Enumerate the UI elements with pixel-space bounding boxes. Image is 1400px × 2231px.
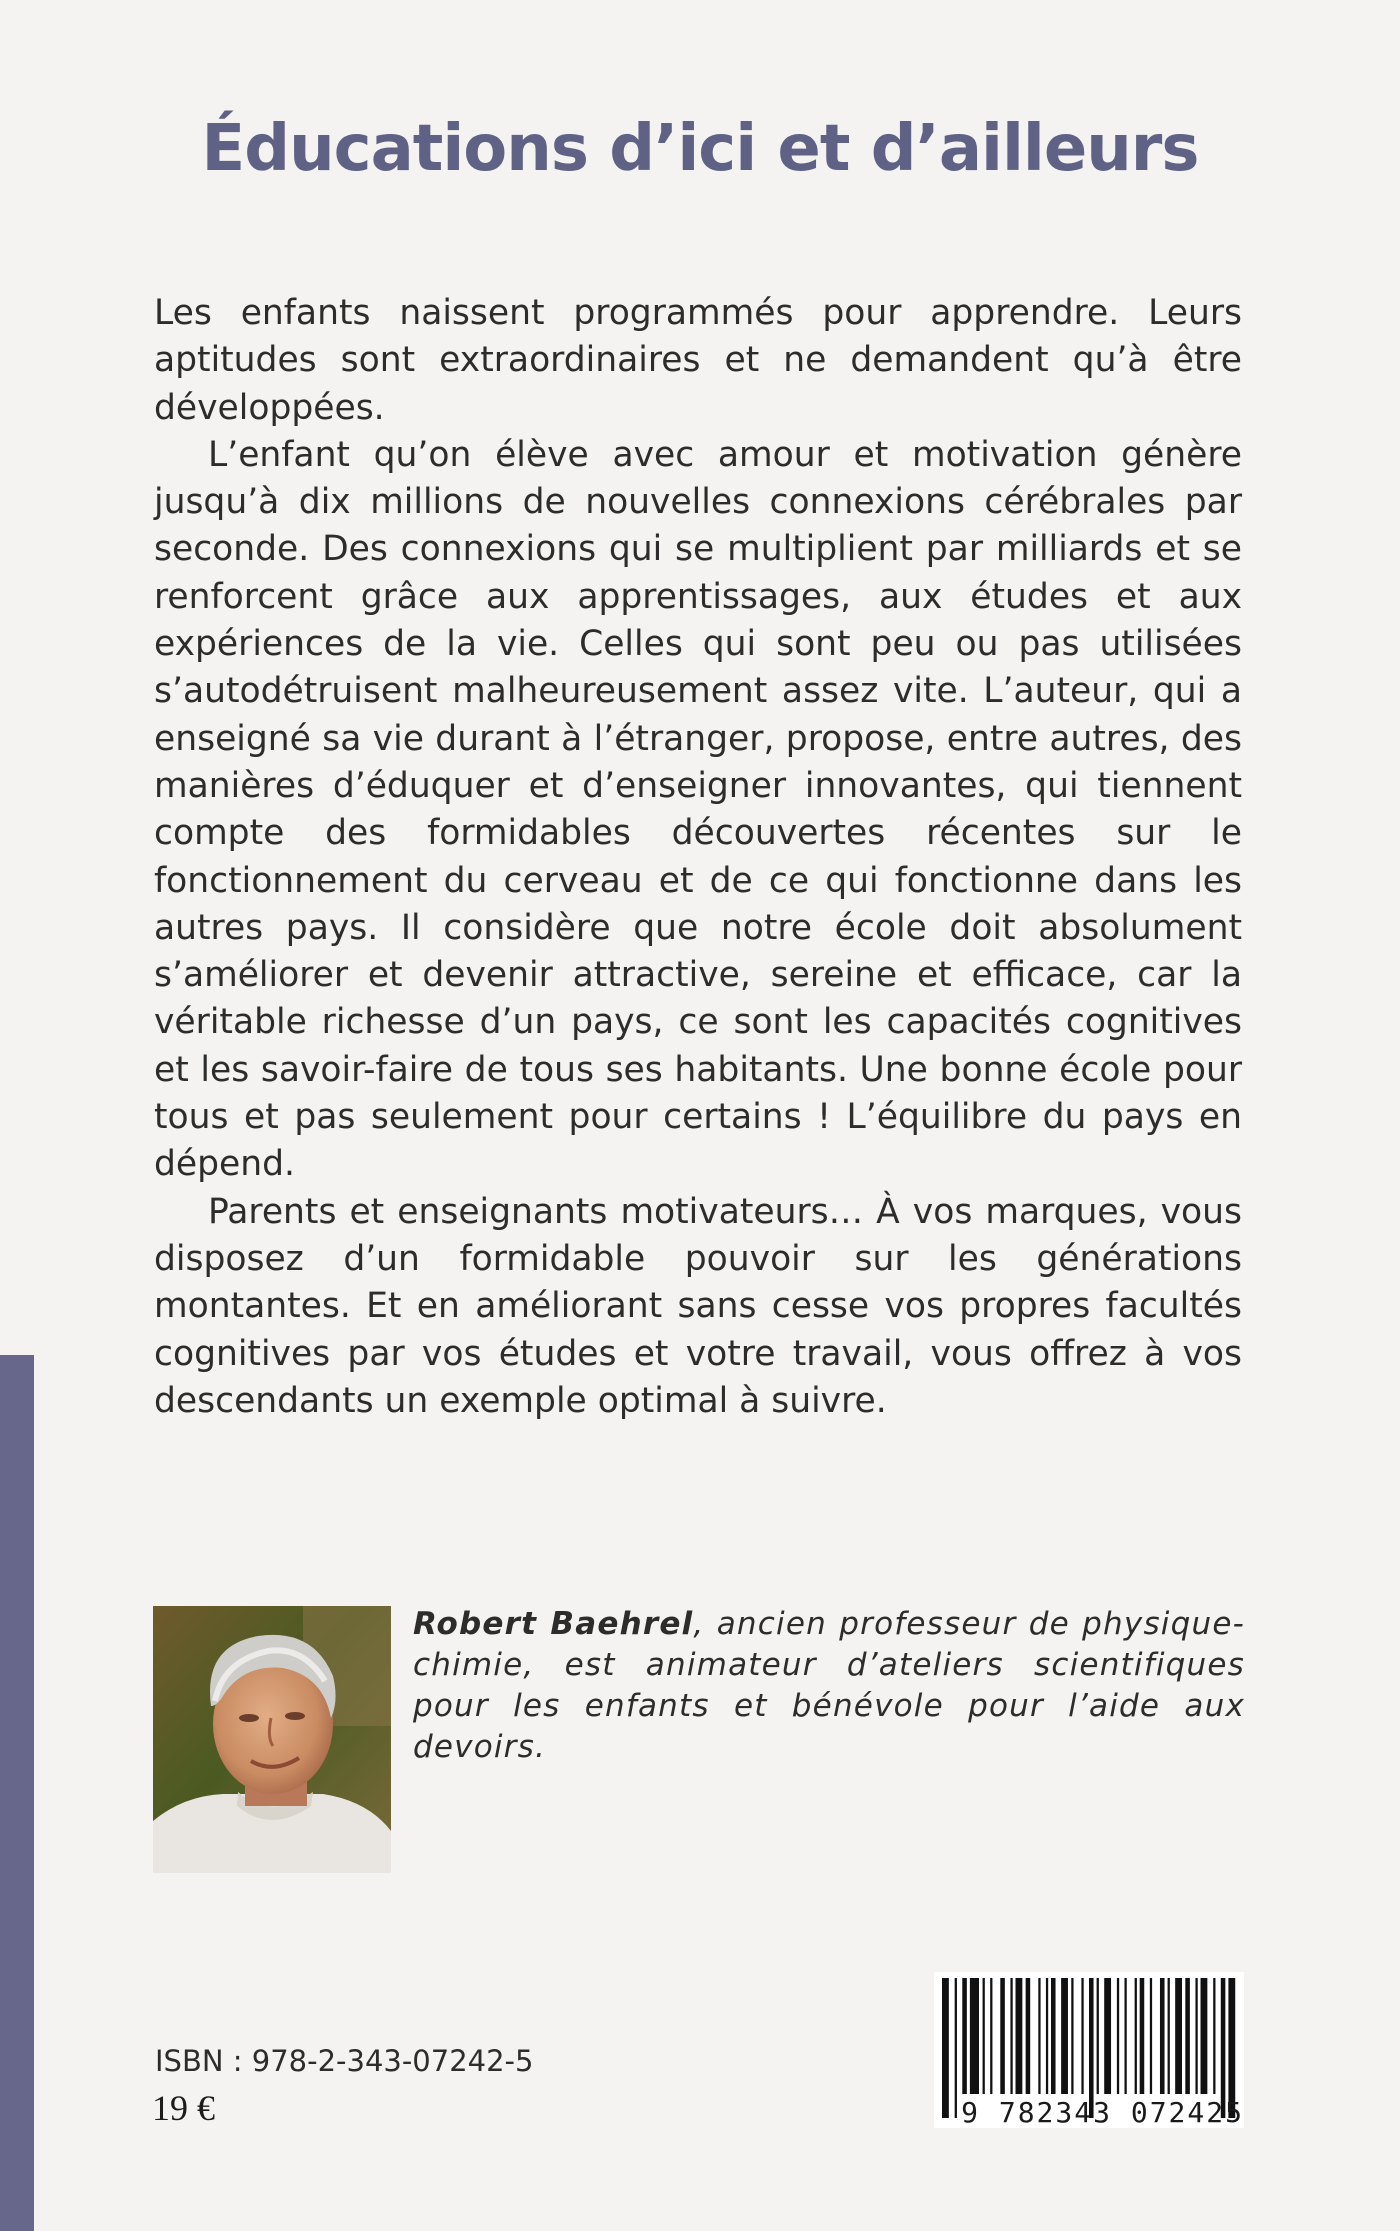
author-bio xyxy=(413,1604,1245,1768)
barcode-bar xyxy=(1195,1978,1197,2094)
barcode-bar xyxy=(970,1978,979,2094)
barcode-bar xyxy=(1117,1978,1119,2094)
cover-side-bar xyxy=(0,1355,34,2231)
blurb-paragraph-3: Parents et enseignants motivateurs… À vos marques, vous disposez d’un formidable pouvoir sur les générations montantes. Et en améliorant sans cesse vos propres facultés cognitives par vos études et votre travail, vous offrez à vos descendants un exemple optimal à suivre. xyxy=(154,1191,1242,1421)
barcode-bar xyxy=(983,1978,985,2094)
back-cover-blurb xyxy=(154,290,1242,1425)
barcode-bar xyxy=(1010,1978,1012,2094)
barcode-bar xyxy=(1201,1978,1208,2094)
blurb-paragraph-2: L’enfant qu’on élève avec amour et motivation génère jusqu’à dix millions de nouvelles connexions cérébrales par seconde. Des connexions qui se multiplient par milliards et se renforcent grâce aux apprentissages, aux études et aux expériences de la vie. Celles qui sont peu ou pas utilisées s’autodétruisent malheureusement assez vite. L’auteur, qui a enseigné sa vie durant à l’étranger, propose, entre autres, des manières d’éduquer et d’enseigner innovantes, qui tiennent compte des formidables découvertes récentes sur le fonctionnement du cerveau et de ce qui fonctionne dans les autres pays. Il considère que notre école doit absolument s’améliorer et devenir attractive, sereine et efficace, car la véritable richesse d’un pays, ce sont les capacités cognitives et les savoir-faire de tous ses habitants. Une bonne école pour tous et pas seulement pour certains ! L’équilibre du pays en dépend. xyxy=(154,434,1242,1185)
barcode-number: 9 782343 072425 xyxy=(961,2096,1244,2129)
author-name: Robert Baehrel xyxy=(413,1606,694,1642)
barcode-bar xyxy=(1061,1978,1068,2094)
author-photo xyxy=(153,1606,391,1873)
barcode-bar xyxy=(1104,1978,1111,2094)
isbn: ISBN : 978-2-343-07242-5 xyxy=(155,2044,534,2078)
barcode-bar xyxy=(1160,1978,1165,2094)
barcode-bar xyxy=(1081,1978,1083,2094)
barcode-bar xyxy=(1150,1978,1152,2094)
price: 19 € xyxy=(152,2088,215,2128)
barcode-bar xyxy=(1124,1978,1126,2094)
barcode-bar xyxy=(1038,1978,1040,2094)
barcode-bar xyxy=(990,1978,992,2094)
barcode-bar xyxy=(1175,1978,1182,2094)
barcode-bar xyxy=(1051,1978,1056,2094)
barcode-bar xyxy=(1016,1978,1023,2094)
author-bio-text: , ancien professeur de physique-chimie, est animateur d’ateliers scientifiques pour les enfants et bénévole pour l’aide aux devoirs. xyxy=(413,1606,1245,1765)
barcode-bar xyxy=(1000,1978,1005,2094)
barcode-bar xyxy=(1046,1978,1048,2094)
barcode-bar xyxy=(1097,1978,1099,2094)
barcode-bar xyxy=(962,1978,967,2094)
barcode-bar xyxy=(1168,1978,1170,2094)
book-title: Éducations d’ici et d’ailleurs xyxy=(201,112,1199,186)
barcode-bar xyxy=(1140,1978,1145,2094)
barcode-bar xyxy=(1135,1978,1137,2094)
barcode-bar xyxy=(1213,1978,1215,2094)
barcode-bar xyxy=(1026,1978,1031,2094)
barcode-bar xyxy=(1071,1978,1073,2094)
blurb-paragraph-1: Les enfants naissent programmés pour apprendre. Leurs aptitudes sont extraordinaires et ne demandent qu’à être développées. xyxy=(154,293,1242,428)
barcode-bar xyxy=(1185,1978,1190,2094)
